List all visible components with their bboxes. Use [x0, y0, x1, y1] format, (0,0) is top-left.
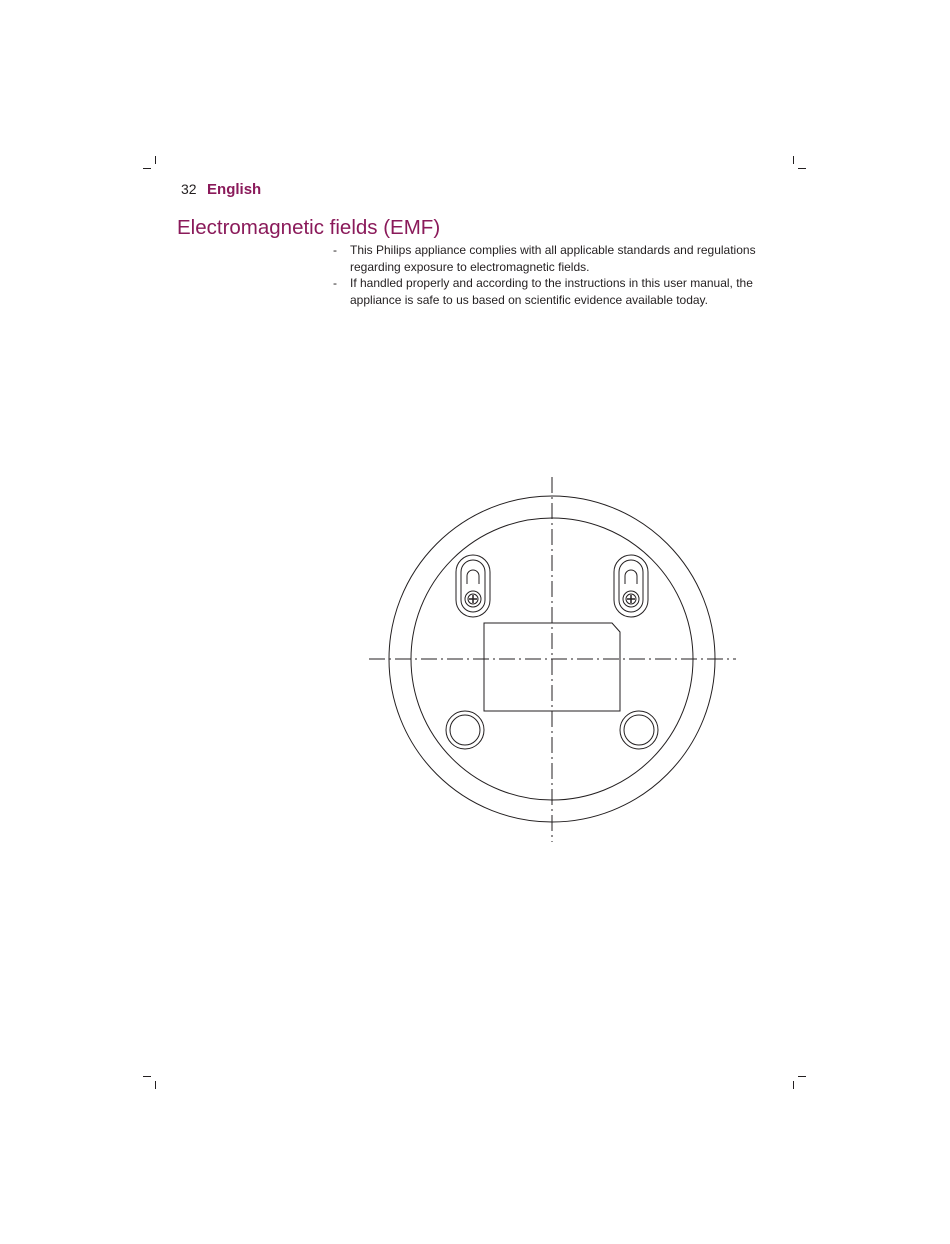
- keyhole-slot-icon: [456, 555, 490, 617]
- language-label: English: [207, 181, 262, 198]
- bullet-text: This Philips appliance complies with all applicable standards and regulations regarding exposure to electromagnetic fields.: [350, 243, 756, 274]
- appliance-bottom-view-drawing: [365, 474, 740, 846]
- page-header: [181, 181, 261, 203]
- section-title: Electromagnetic fields (EMF): [177, 216, 441, 239]
- emf-bullet-list: [333, 242, 783, 308]
- list-item: [333, 242, 783, 275]
- foot-icon: [446, 711, 484, 749]
- keyhole-slot-icon: [614, 555, 648, 617]
- screw-icon: [465, 591, 481, 607]
- bullet-dash: -: [333, 243, 337, 257]
- screw-icon: [623, 591, 639, 607]
- page-number: 32: [181, 181, 197, 197]
- list-item: [333, 275, 783, 308]
- bullet-text: If handled properly and according to the instructions in this user manual, the appliance is safe to us based on scientific evidence available today.: [350, 276, 753, 307]
- bullet-dash: -: [333, 276, 337, 290]
- foot-icon: [620, 711, 658, 749]
